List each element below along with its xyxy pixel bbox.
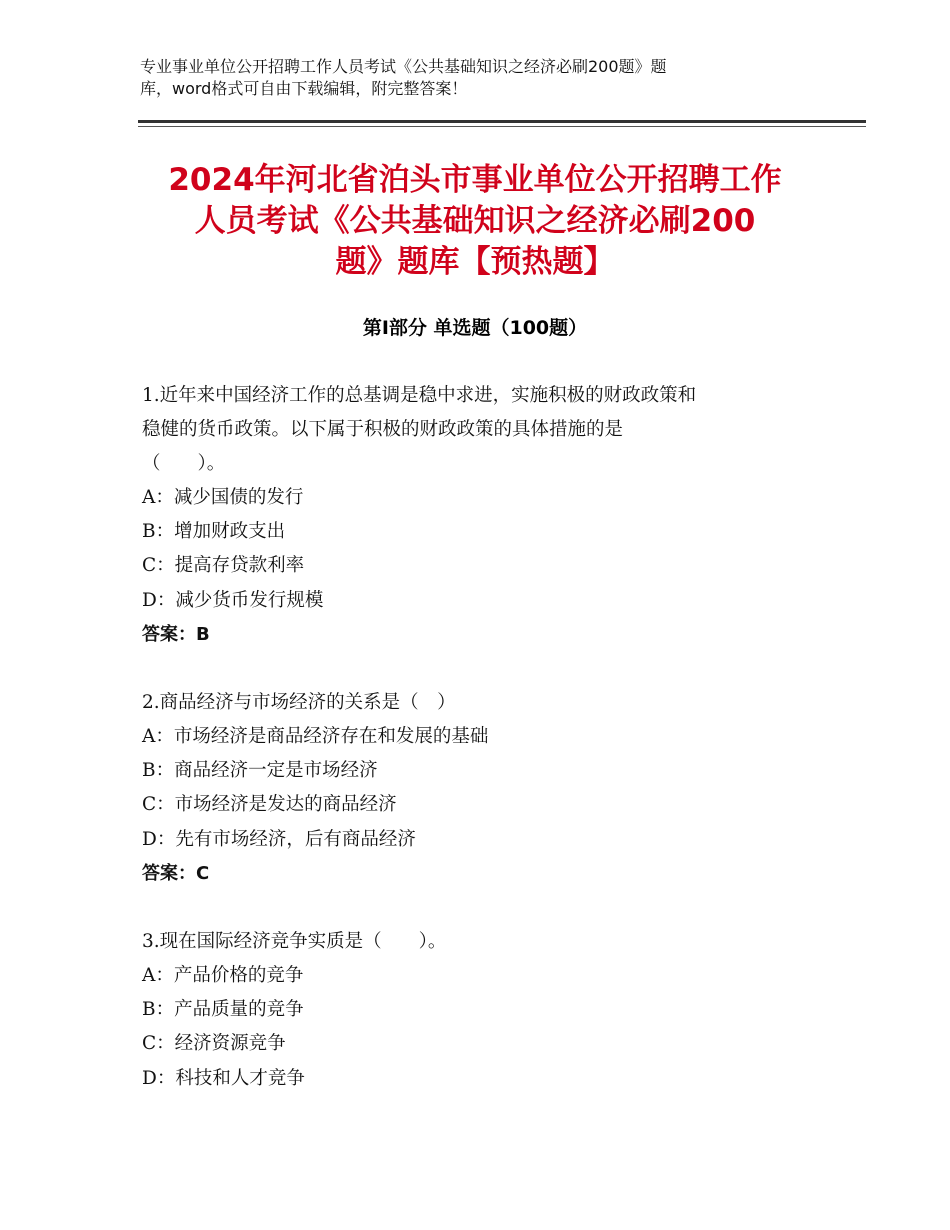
option-d: D：科技和人才竞争 [142, 1067, 305, 1089]
title-line-2: 人员考试《公共基础知识之经济必刷200 [194, 203, 756, 239]
option-b: B：产品质量的竞争 [142, 999, 304, 1021]
answer-line: 答案：C [142, 862, 210, 884]
option-a: A：市场经济是商品经济存在和发展的基础 [142, 726, 489, 747]
question-stem-line: 1.近年来中国经济工作的总基调是稳中求进，实施积极的财政政策和 [142, 385, 697, 406]
header-divider-thin [138, 126, 866, 127]
question-1 [142, 379, 822, 652]
option-c: C：市场经济是发达的商品经济 [142, 794, 397, 816]
option-b: B：增加财政支出 [142, 521, 286, 543]
question-stem-line: 3.现在国际经济竞争实质是（ ）。 [142, 931, 447, 952]
question-3 [142, 925, 822, 1096]
option-c: C：提高存贷款利率 [142, 555, 305, 577]
option-c: C：经济资源竞争 [142, 1033, 286, 1055]
option-a: A：产品价格的竞争 [142, 965, 304, 986]
header-line-2: 库，word格式可自由下载编辑，附完整答案！ [140, 79, 468, 98]
question-stem-line: （ ）。 [142, 453, 226, 474]
question-2 [142, 686, 822, 891]
option-d: D：先有市场经济，后有商品经济 [142, 828, 416, 850]
title-line-1: 2024年河北省泊头市事业单位公开招聘工作 [168, 162, 782, 198]
option-a: A：减少国债的发行 [142, 487, 304, 508]
document-title [120, 160, 830, 283]
header-line-1: 专业事业单位公开招聘工作人员考试《公共基础知识之经济必刷200题》题 [140, 57, 667, 76]
title-line-3: 题》题库【预热题】 [335, 244, 615, 280]
option-b: B：商品经济一定是市场经济 [142, 760, 378, 782]
answer-line: 答案：B [142, 623, 210, 645]
document-header [140, 56, 820, 100]
question-stem-line: 稳健的货币政策。以下属于积极的财政政策的具体措施的是 [142, 419, 624, 440]
option-d: D：减少货币发行规模 [142, 589, 324, 611]
header-divider-thick [138, 120, 866, 123]
section-heading: 第Ⅰ部分 单选题（100题） [362, 317, 588, 339]
question-stem-line: 2.商品经济与市场经济的关系是（ ） [142, 692, 456, 713]
